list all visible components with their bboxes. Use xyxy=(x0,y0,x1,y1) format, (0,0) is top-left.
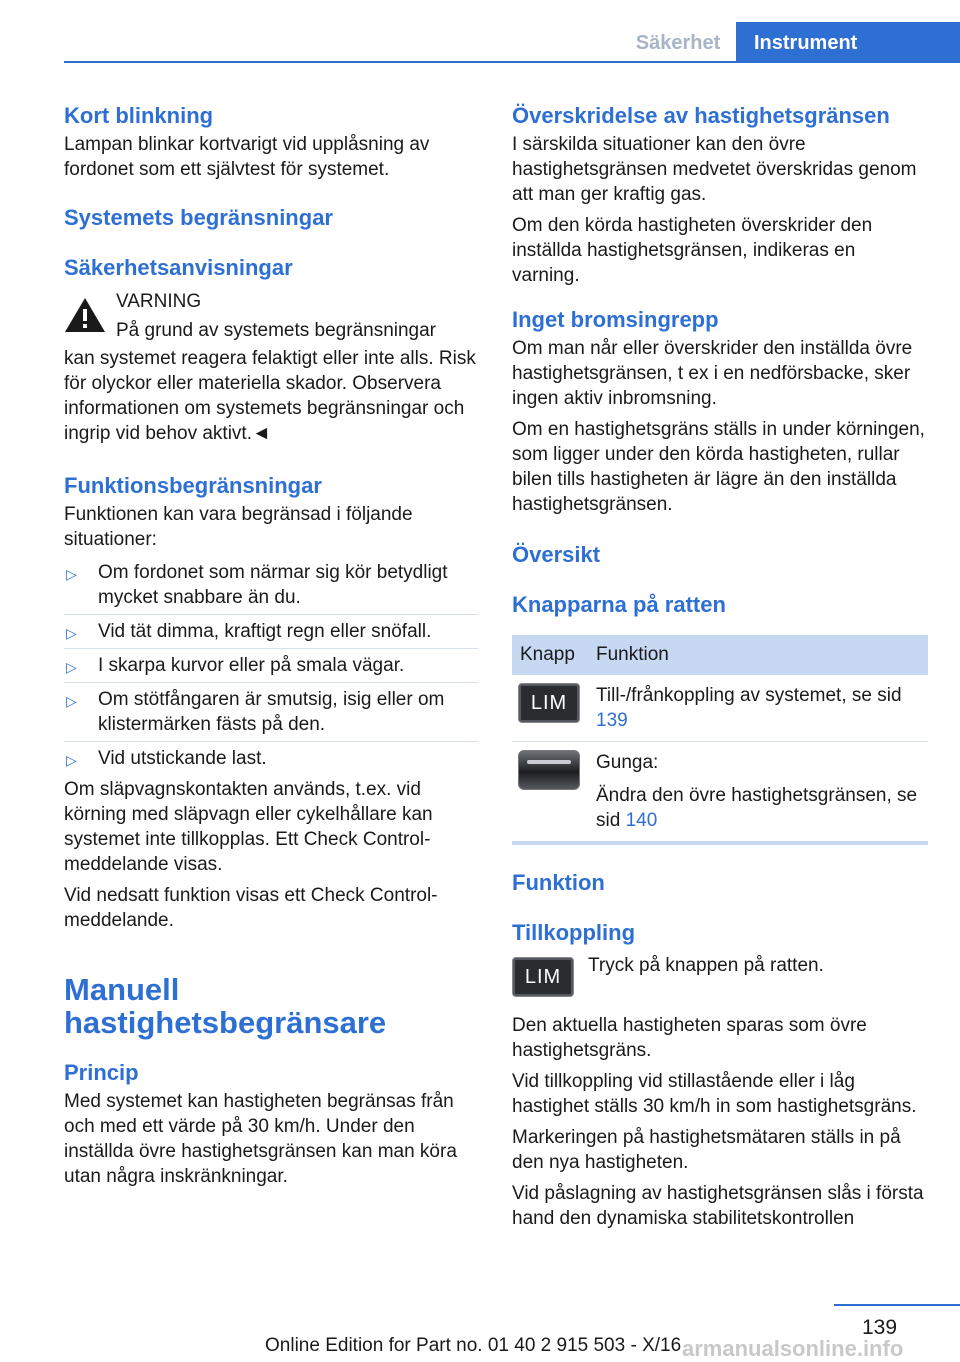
triangle-bullet-icon: ▷ xyxy=(66,693,77,709)
header-rule xyxy=(64,61,960,63)
list-item-text: Om fordonet som närmar sig kör betydligt mycket snabbare än du. xyxy=(98,562,448,608)
list-item xyxy=(64,649,478,683)
text-bromsingrepp-2: Om en hastighetsgräns ställs in under körningen, som ligger under den körda hastigheten, rullar bilen tills hastigheten är lägre än den inställda hastighetsgränsen. xyxy=(512,419,925,515)
rocker-switch-icon xyxy=(518,750,580,790)
text-funktionsbegransningar-intro: Funktionen kan vara begränsad i följande situationer: xyxy=(64,504,413,550)
warning-block xyxy=(64,288,478,446)
triangle-bullet-icon: ▷ xyxy=(66,752,77,768)
heading-systemets-begransningar: Systemets begränsningar xyxy=(64,205,333,230)
row2-label: Gunga: xyxy=(596,752,659,773)
table-row xyxy=(512,675,928,742)
page-ref-link[interactable]: 140 xyxy=(625,810,658,831)
heading-princip: Princip xyxy=(64,1060,139,1085)
table-cell-button xyxy=(512,742,588,844)
table-header-row xyxy=(512,635,928,675)
table-cell-function xyxy=(588,742,928,844)
warning-title: VARNING xyxy=(116,291,202,312)
lim-button-icon: LIM xyxy=(512,957,574,997)
main-heading-line1: Manuell xyxy=(64,972,180,1007)
list-item-text: Vid utstickande last. xyxy=(98,748,267,769)
heading-oversikt: Översikt xyxy=(512,542,601,567)
main-heading-line2: hastighetsbegränsare xyxy=(64,1005,387,1040)
warning-body: kan systemet reagera felaktigt eller inte alls. Risk för olyckor eller materiella skador. Observera informationen om systemets begränsningar och ingrip vid behov aktivt.◄ xyxy=(64,348,476,444)
heading-kort-blinkning: Kort blinkning xyxy=(64,103,214,128)
watermark-logo: armanualsonline.info xyxy=(682,1336,904,1361)
list-item xyxy=(64,742,478,775)
heading-tillkoppling: Tillkoppling xyxy=(512,920,636,945)
heading-sakerhetsanvisningar: Säkerhetsanvisningar xyxy=(64,255,293,280)
table-cell-function xyxy=(588,675,928,742)
text-tillkoppling-1: Den aktuella hastigheten sparas som övre hastighetsgräns. xyxy=(512,1015,867,1061)
text-princip: Med systemet kan hastigheten begränsas från och med ett värde på 30 km/h. Under den inställda övre hastighetsgränsen kan man köra utan några inskränkningar. xyxy=(64,1091,457,1187)
text-tillkoppling-3: Markeringen på hastighetsmätaren ställs in på den nya hastigheten. xyxy=(512,1127,901,1173)
list-item-text: Om stötfångaren är smutsig, isig eller om klistermärken fästs på den. xyxy=(98,689,445,735)
heading-knapparna: Knapparna på ratten xyxy=(512,592,726,617)
left-column xyxy=(64,100,478,1189)
list-item-text: Vid tät dimma, kraftigt regn eller snöfall. xyxy=(98,621,432,642)
tab-sakerhet[interactable]: Säkerhet xyxy=(635,32,721,54)
triangle-bullet-icon: ▷ xyxy=(66,625,77,641)
right-column xyxy=(512,100,926,1231)
page-number: 139 xyxy=(862,1316,898,1339)
text-tryck-knappen: Tryck på knappen på ratten. xyxy=(588,955,824,976)
text-bromsingrepp-1: Om man når eller överskrider den inställda övre hastighetsgränsen, t ex i en nedförsbacke, sker ingen aktiv inbromsning. xyxy=(512,338,913,409)
tab-instrument[interactable]: Instrument xyxy=(736,22,960,62)
row1-text: Till-/frånkoppling av systemet, se sid xyxy=(596,685,902,706)
table-header-knapp: Knapp xyxy=(512,635,588,675)
table-header-funktion: Funktion xyxy=(588,635,928,675)
page-ref-link[interactable]: 139 xyxy=(596,710,628,731)
limitation-list xyxy=(64,556,478,775)
table-row xyxy=(512,742,928,844)
buttons-table xyxy=(512,635,928,845)
footer-edition: Online Edition for Part no. 01 40 2 915 503 - X/16 xyxy=(265,1335,682,1356)
text-slapvagn: Om släpvagnskontakten används, t.ex. vid körning med släpvagn eller cykelhållare kan systemet inte tillkopplas. Ett Check Control-meddelande visas. xyxy=(64,779,433,875)
list-item xyxy=(64,615,478,649)
warning-first-line: På grund av systemets begränsningar xyxy=(116,320,437,341)
heading-funktionsbegransningar: Funktionsbegränsningar xyxy=(64,473,322,498)
text-overskridelse-1: I särskilda situationer kan den övre hastighetsgränsen medvetet överskridas genom att man ger kraftig gas. xyxy=(512,134,917,205)
list-item xyxy=(64,683,478,742)
tillkoppling-action xyxy=(512,951,926,1005)
list-item-text: I skarpa kurvor eller på smala vägar. xyxy=(98,655,405,676)
text-tillkoppling-4: Vid påslagning av hastighetsgränsen slås i första hand den dynamiska stabilitetskontrollen xyxy=(512,1183,924,1229)
text-tillkoppling-2: Vid tillkoppling vid stillastående eller i låg hastighet ställs 30 km/h in som hastighetsgräns. xyxy=(512,1071,917,1117)
heading-funktion: Funktion xyxy=(512,870,605,895)
heading-inget-bromsingrepp: Inget bromsingrepp xyxy=(512,307,719,332)
warning-triangle-icon xyxy=(64,296,106,334)
list-item xyxy=(64,556,478,615)
text-nedsatt-funktion: Vid nedsatt funktion visas ett Check Control-meddelande. xyxy=(64,885,438,931)
text-overskridelse-2: Om den körda hastigheten överskrider den inställda hastighetsgränsen, indikeras en varning. xyxy=(512,215,873,286)
triangle-bullet-icon: ▷ xyxy=(66,659,77,675)
heading-overskridelse: Överskridelse av hastighetsgränsen xyxy=(512,103,890,128)
triangle-bullet-icon: ▷ xyxy=(66,566,77,582)
text-kort-blinkning: Lampan blinkar kortvarigt vid upplåsning av fordonet som ett självtest för systemet. xyxy=(64,134,430,180)
footer-rule xyxy=(834,1304,960,1306)
row2-text: Ändra den övre hastighetsgränsen, se sid xyxy=(596,785,918,831)
table-cell-button xyxy=(512,675,588,742)
lim-button-icon: LIM xyxy=(518,683,580,723)
